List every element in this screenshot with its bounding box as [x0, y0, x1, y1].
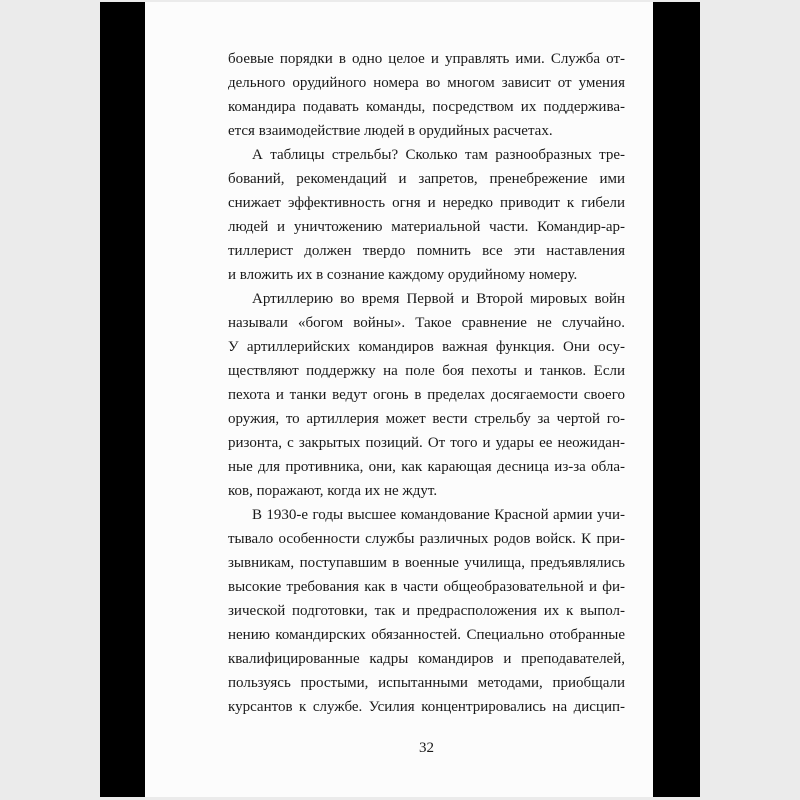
text-line: Артиллерию во время Первой и Второй мировых войн: [252, 291, 625, 307]
book-scan-photo: [100, 2, 700, 797]
text-line: зической подготовки, так и предрасположения их к выпол-: [228, 603, 625, 619]
text-line: курсантов к службе. Усилия концентрировались на дисцип-: [228, 699, 625, 715]
text-line: командира подавать команды, посредством их поддержива-: [228, 99, 625, 115]
text-line: ризонта, с закрытых позиций. От того и удары ее неожидан-: [228, 435, 625, 451]
text-line: ется взаимодействие людей в орудийных расчетах.: [228, 123, 553, 139]
text-line: зывникам, поступавшим в военные училища, предъявлялись: [228, 555, 625, 571]
text-line: пользуясь простыми, испытанными методами, приобщали: [228, 675, 625, 691]
text-line: ществляют поддержку на поле боя пехоты и танков. Если: [228, 363, 625, 379]
text-line: ков, поражают, когда их не ждут.: [228, 483, 438, 499]
text-line: нению командирских обязанностей. Специально отобранные: [228, 627, 625, 643]
text-line: высокие требования как в части общеобразовательной и фи-: [228, 579, 625, 595]
text-line: тиллерист должен твердо помнить все эти наставления: [228, 243, 625, 259]
text-line: пехота и танки ведут огонь в пределах досягаемости своего: [228, 387, 625, 403]
text-line: оружия, то артиллерия может вести стрельбу за чертой го-: [228, 411, 625, 427]
text-line: людей и уничтожению материальной части. Командир-ар-: [228, 219, 625, 235]
page-number: 32: [419, 740, 434, 756]
text-line: и вложить их в сознание каждому орудийному номеру.: [228, 267, 578, 283]
text-line: квалифицированные кадры командиров и преподавателей,: [228, 651, 625, 667]
text-line: ные для противника, они, как карающая десница из-за обла-: [228, 459, 625, 475]
text-line: боевые порядки в одно целое и управлять ими. Служба от-: [228, 51, 625, 67]
text-line: бований, рекомендаций и запретов, пренебрежение ими: [228, 171, 625, 187]
book-page: [145, 2, 653, 797]
text-line: У артиллерийских командиров важная функция. Они осу-: [228, 339, 625, 355]
text-line: В 1930-е годы высшее командование Красной армии учи-: [252, 507, 625, 523]
text-line: дельного орудийного номера во многом зависит от умения: [228, 75, 625, 91]
page-text-block: [228, 47, 625, 719]
text-line: снижает эффективность огня и нередко приводит к гибели: [228, 195, 625, 211]
text-line: тывало особенности службы различных родов войск. К при-: [228, 531, 625, 547]
text-line: называли «богом войны». Такое сравнение не случайно.: [228, 315, 625, 331]
text-line: А таблицы стрельбы? Сколько там разнообразных тре-: [252, 147, 625, 163]
